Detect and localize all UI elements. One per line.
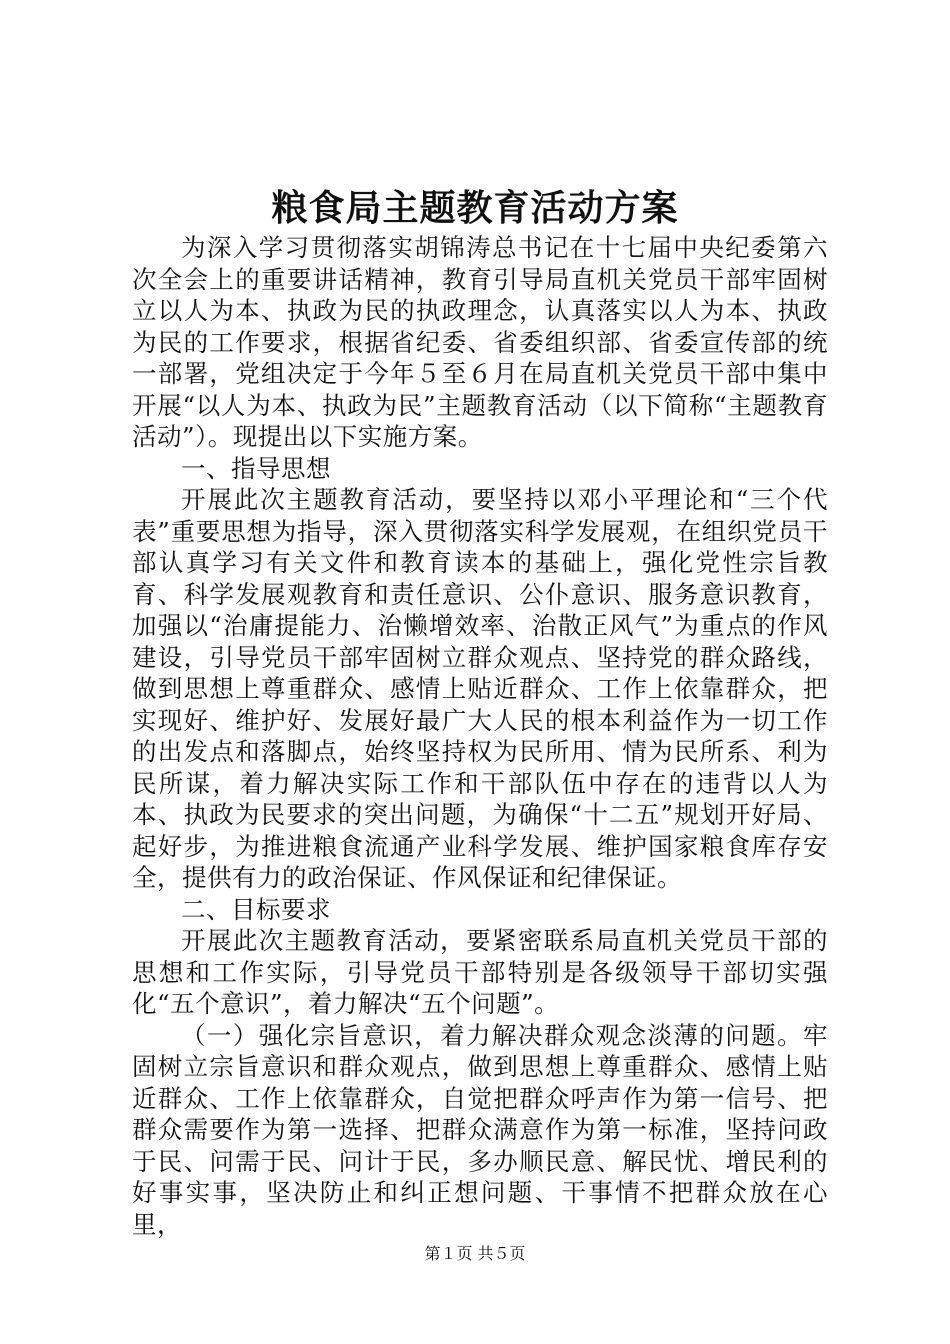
paragraph-goal-item-1: （一）强化宗旨意识，着力解决群众观念淡薄的问题。牢固树立宗旨意识和群众观点，做到思想上尊重群众、感情上贴近群众、工作上依靠群众，自觉把群众呼声作为第一信号、把群众需要作为第一选择、把群众满意作为第一标准，坚持问政于民、问需于民、问计于民，多办顺民意、解民忧、增民利的好事实事，坚决防止和纠正想问题、干事情不把群众放在心里， bbox=[132, 1020, 828, 1239]
paragraph-guiding-ideology: 开展此次主题教育活动，要坚持以邓小平理论和“三个代表”重要思想为指导，深入贯彻落实科学发展观，在组织党员干部认真学习有关文件和教育读本的基础上，强化党性宗旨教育、科学发展观教育和责任意识、公仆意识、服务意识教育，加强以“治庸提能力、治懒增效率、治散正风气”为重点的作风建设，引导党员干部牢固树立群众观点、坚持党的群众路线，做到思想上尊重群众、感情上贴近群众、工作上依靠群众，把实现好、维护好、发展好最广大人民的根本利益作为一切工作的出发点和落脚点，始终坚持权为民所用、情为民所系、利为民所谋，着力解决实际工作和干部队伍中存在的违背以人为本、执政为民要求的突出问题，为确保“十二五”规划开好局、起好步，为推进粮食流通产业科学发展、维护国家粮食库存安全，提供有力的政治保证、作风保证和纪律保证。 bbox=[132, 485, 828, 892]
document-title: 粮食局主题教育活动方案 bbox=[271, 187, 679, 229]
section-heading-goals: 二、目标要求 bbox=[181, 894, 331, 924]
page-footer: 第１页 共５页 bbox=[424, 1244, 526, 1263]
section-heading-guiding-ideology: 一、指导思想 bbox=[181, 453, 331, 483]
paragraph-goals: 开展此次主题教育活动，要紧密联系局直机关党员干部的思想和工作实际，引导党员干部特别是各级领导干部切实强化“五个意识”，着力解决“五个问题”。 bbox=[132, 926, 828, 1018]
document-body bbox=[132, 232, 828, 1240]
paragraph-intro: 为深入学习贯彻落实胡锦涛总书记在十七届中央纪委第六次全会上的重要讲话精神，教育引导局直机关党员干部牢固树立以人为本、执政为民的执政理念，认真落实以人为本、执政为民的工作要求，根据省纪委、省委组织部、省委宣传部的统一部署，党组决定于今年５至６月在局直机关党员干部中集中开展“以人为本、执政为民”主题教育活动（以下简称“主题教育活动”）。现提出以下实施方案。 bbox=[132, 233, 828, 451]
